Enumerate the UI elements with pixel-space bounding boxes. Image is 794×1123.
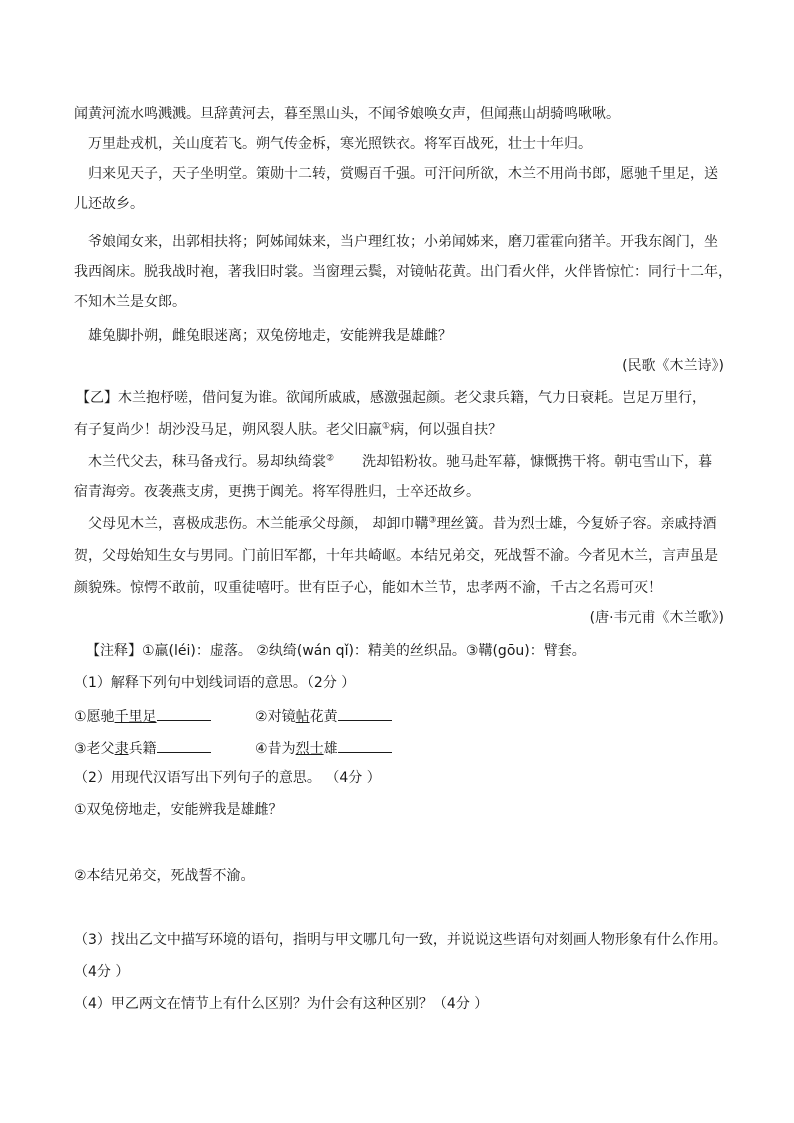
underlined-word: 帖	[295, 709, 310, 725]
yi-paragraph-line: 贺，父母始知生女与男同。门前旧军都，十年共崎岖。本结兄弟交，死战誓不渝。今者见木兰，言声虽是	[74, 548, 718, 564]
yi-text: 洗却铅粉妆。驰马赴军幕，慷慨携干将。朝屯雪山下，暮	[362, 454, 713, 470]
underlined-word: 千里足	[114, 709, 157, 725]
yi-text: 有子复尚少！胡沙没马足，朔风裂人肤。老父旧羸	[74, 422, 382, 438]
jia-paragraph-line: 我西阁床。脱我战时袍，著我旧时裳。当窗理云鬓，对镜帖花黄。出门看火伴，火伴皆惊忙：同行十二年，	[74, 264, 732, 280]
yi-paragraph-line	[74, 420, 724, 440]
q1-item-3: ③老父隶兵籍	[74, 741, 157, 757]
yi-source: (唐·韦元甫《木兰歌》)	[589, 610, 724, 626]
footnote-marker: ③	[428, 515, 437, 526]
question-1-title: （1）解释下列句中划线词语的意思。（2分 ）	[74, 675, 356, 691]
jia-paragraph-line: 爷娘闻女来，出郭相扶将；阿姊闻妹来，当户理红妆；小弟闻姊来，磨刀霍霍向猪羊。开我东阁门，坐	[88, 234, 718, 250]
yi-text: 病，何以强自扶？	[390, 422, 503, 438]
yi-paragraph-line: 宿青海旁。夜袭燕支虏，更携于阗羌。将军得胜归，士卒还故乡。	[74, 484, 480, 500]
question-3-text: （3）找出乙文中描写环境的语句，指明与甲文哪几句一致，并说说这些语句对刻画人物形象有什么作用。	[74, 932, 727, 948]
underlined-word: 烈士	[295, 741, 324, 757]
jia-paragraph-line: 不知木兰是女郎。	[74, 294, 186, 310]
answer-blank[interactable]	[338, 706, 392, 721]
answer-blank[interactable]	[157, 706, 211, 721]
jia-paragraph-line: 雄兔脚扑朔，雌兔眼迷离；双兔傍地走，安能辨我是雄雌？	[88, 328, 452, 344]
q1-item-1: ①愿驰千里足	[74, 709, 157, 725]
jia-paragraph-line: 万里赴戎机，关山度若飞。朔气传金柝，寒光照铁衣。将军百战死，壮士十年归。	[88, 136, 592, 152]
jia-paragraph-line: 闻黄河流水鸣溅溅。旦辞黄河去，暮至黑山头，不闻爷娘唤女声，但闻燕山胡骑鸣啾啾。	[74, 106, 620, 122]
question-2-sentence-2: ②本结兄弟交，死战誓不渝。	[74, 868, 255, 884]
question-4-text: （4）甲乙两文在情节上有什么区别？为什会有这种区别？（4分 ）	[74, 996, 489, 1012]
q1-item-2: ②对镜帖花黄	[255, 709, 338, 725]
question-1-items-row	[74, 738, 724, 759]
question-2-sentence-1: ①双兔傍地走，安能辨我是雄雌？	[74, 802, 283, 818]
underlined-word: 隶	[114, 741, 129, 757]
question-1-items-row	[74, 706, 724, 727]
yi-paragraph-line: 【乙】木兰抱杼嗟，借问复为谁。欲闻所戚戚，感激强起颜。老父隶兵籍，气力日衰耗。岂足万里行，	[76, 390, 706, 406]
annotation-notes: 【注释】①羸(léi)：虚落。 ②纨绮(wán qǐ)：精美的丝织品。③鞲(gōu)：臂套。	[86, 643, 586, 659]
footnote-marker: ①	[382, 421, 391, 432]
q1-item-4: ④昔为烈士雄	[255, 741, 338, 757]
footnote-marker: ②	[326, 453, 335, 464]
question-3-points: （4分 ）	[74, 964, 130, 980]
yi-paragraph-line: 颜貌殊。惊愕不敢前，叹重徒嘻吁。世有臣子心，能如木兰节，忠孝两不渝，千古之名焉可灭！	[74, 580, 662, 596]
yi-text: 木兰代父去，秣马备戎行。易却纨绮裳	[88, 454, 326, 470]
question-2-title: （2）用现代汉语写出下列句子的意思。 （4分 ）	[74, 770, 381, 786]
yi-text: 理丝簧。昔为烈士雄，今复娇子容。亲戚持酒	[436, 516, 717, 532]
jia-paragraph-line: 儿还故乡。	[74, 196, 144, 212]
yi-paragraph-line	[88, 452, 738, 472]
yi-paragraph-line	[88, 514, 738, 534]
jia-paragraph-line: 归来见天子，天子坐明堂。策勋十二转，赏赐百千强。可汗问所欲，木兰不用尚书郎，愿驰千里足，送	[88, 166, 718, 182]
answer-blank[interactable]	[157, 738, 211, 753]
yi-text: 父母见木兰，喜极成悲伤。木兰能承父母颜， 却卸巾鞲	[88, 516, 429, 532]
answer-blank[interactable]	[338, 738, 392, 753]
jia-source: (民歌《木兰诗》)	[622, 358, 724, 374]
